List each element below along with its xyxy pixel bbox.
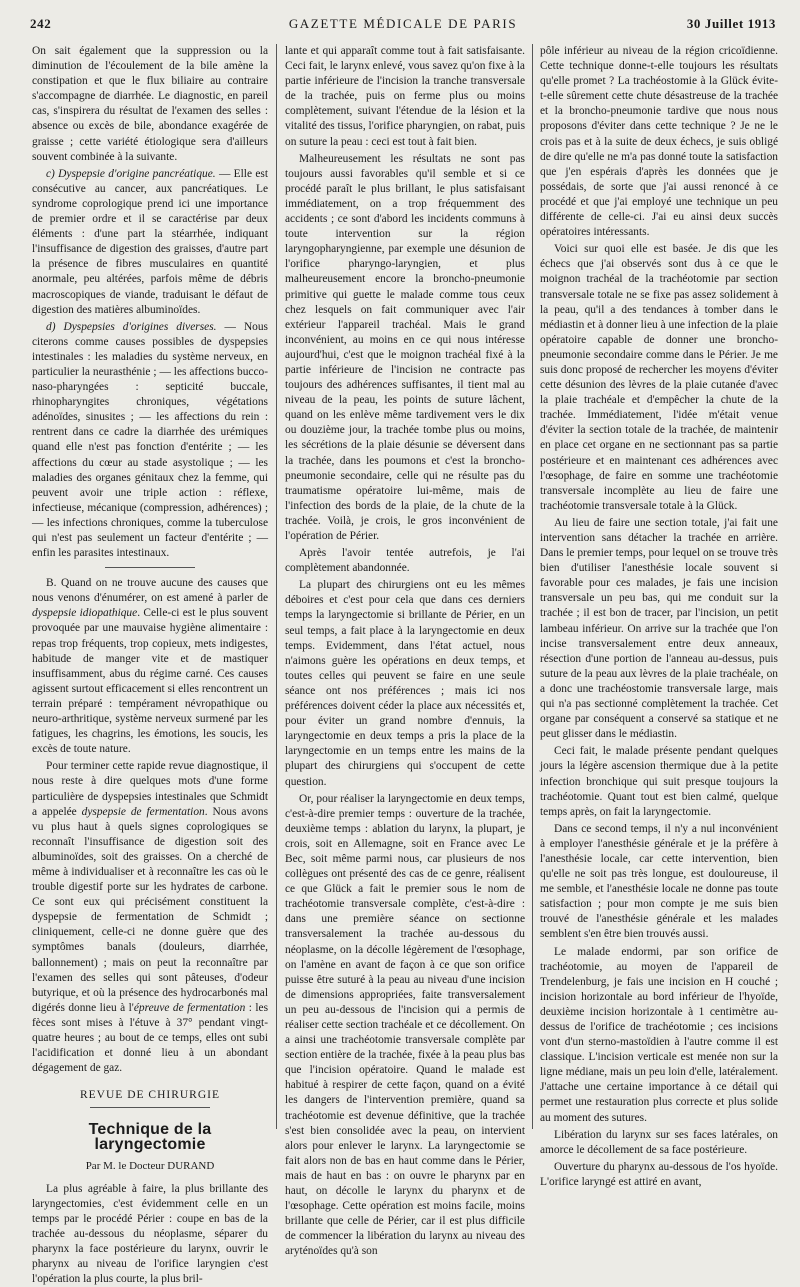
paragraph: Malheureusement les résultats ne sont pas toujours aussi favorables qu'il semble et si ce procédé paraît le plus brillant, le plus satisfaisant immédiatement, on a trop fréquemment des accidents ; ce sont d'abord les incidents communs à toute intervention sur la région laryngopharyngienne, par exemple une désunion de l'orifice pharyngo-laryngien, et plus malheureusement encore la broncho-pneumonie primitive qui guette le malade comme tous ceux chez lesquels on fait communiquer avec l'air extérieur l'appareil trachéal. Mais le grand inconvénient, au moins en ce qui nous intéresse aujourd'hui, c'est que le moignon trachéal fixé à la partie inférieure de l'incision ne contracte pas toujours des adhérences suffisantes, il tient mal au niveau de la peau, les points de suture lâchent, quand on les enlève même tardivement vers le dix ou douzième jour, la trachée tombe plus ou moins, les sécrétions de la plaie désunie se déversent dans la trachée, dans les poumons et c'est la broncho-pneumonie secondaire, celle qui ne résulte pas du traumatisme opératoire lui-même, mais de l'infection des bords de la plaie, de la chute de la trachée. Voilà, je crois, le gros inconvénient de l'opération de Périer. (285, 152, 525, 542)
paragraph (32, 320, 268, 562)
paragraph (32, 576, 268, 757)
paragraph: La plupart des chirurgiens ont eu les mêmes déboires et c'est pour cela que dans ces derniers temps la laryngectomie si brillante de Périer, en un seul temps, a fait place à la laryngectomie en deux temps. Evidemment, dans l'état actuel, nous n'aimons guère les opérations en deux temps, et toutes celles qui peuvent se faire en une seule séance ont nos préférences ; mais ici nos préférences doivent céder la place aux nécessités et, pour éviter un grand nombre d'ennuis, la laryngectomie en deux temps a pris la place de la laryngectomie en un temps entre les mains de la plupart des chirurgiens qui s'occupent de cette question. (285, 579, 525, 788)
emphasis: épreuve de fermentation (133, 1001, 246, 1014)
column-1 (32, 44, 269, 1286)
paragraph-text: Pour terminer cette rapide revue diagnostique, il nous reste à dire quelques mots d'une forme particulière de dyspepsies intestinales que Schmidt a appelée (32, 760, 268, 818)
paragraph: Libération du larynx sur ses faces latérales, on amorce le décollement de sa face postérieure. (540, 1128, 778, 1156)
paragraph: Après l'avoir tentée autrefois, je l'ai complètement abandonnée. (285, 547, 525, 575)
paragraph: Or, pour réaliser la laryngectomie en deux temps, c'est-à-dire premier temps : ouverture de la trachée, deuxième temps : ablation du larynx, la plupart, je crois, soit en Allemagne, soit en France avec Le Bec, soit même parmi nous, car plusieurs de nos collègues ont présenté des cas de ce genre, réalisent ce que Glück a fait le premier sous le nom de trachéotomie transversale complète, c'est-à-dire : dans une première séance on sectionne transversalement la trachée au-dessous du néoplasme, on la décolle légèrement de l'œsophage, on l'amène en avant de façon à ce que son orifice puisse être suturé à la peau au niveau d'une incision de dimensions appropriées, faite transversalement un peu au-dessous de l'incision qui a permis de réaliser cette section trachéale et ce décollement. On a ainsi une trachéotomie transversale complète par section entière de la trachée, fixée à la peau plus bas que l'incision opératoire. Quand le malade est habitué à respirer de cette façon, quand on a évité les dangers de l'intervention première, quand sa trachéotomie est devenue définitive, que la trachée s'est bien consolidée avec la peau, on intervient alors pour enlever le larynx. La laryngectomie se fait alors non de bas en haut comme dans le Périer, mais de haut en bas : on ouvre le pharynx par en haut, on décolle le larynx du pharynx et de l'œsophage. Cette opération est moins facile, moins brillante que celle de Périer, car il est plus difficile de commencer la libération du larynx au niveau des aryténoïdes qu'à son (285, 792, 525, 1258)
paragraph: lante et qui apparaît comme tout à fait satisfaisante. Ceci fait, le larynx enlevé, vous savez qu'on fixe à la partie inférieure de l'incision la tranche transversale de la trachée, puis on ferme plus ou moins complètement, suivant l'étendue de la lésion et la vitalité des tissus, l'orifice pharyngien, on rabat, puis on suture la peau : ceci est tout à fait bien. (285, 45, 525, 148)
paragraph: pôle inférieur au niveau de la région cricoïdienne. Cette technique donne-t-elle toujours les résultats qu'elle promet ? La trachéostomie à la Glück évite-t-elle sûrement cette chute désastreuse de la trachée et la broncho-pneumonie tardive que nous nous proposons d'éviter dans cette technique ? Je ne le crois pas et à la suite de deux échecs, je suis obligé de dire qu'elle ne m'a pas donné toute la satisfaction que j'en espérais d'après les données que je possédais, de sorte que j'ai aussi renoncé à ce procédé et que j'ai employé une technique un peu différente de celle-ci. J'ai eu ainsi deux succès opératoires intéressants. (540, 45, 778, 239)
paragraph: Le malade endormi, par son orifice de trachéotomie, au moyen de l'appareil de Trendelenburg, je fais une incision en H couché ; incision horizontale au bord inférieur de l'hyoïde, deuxième incision horizontale à 1 centimètre au-dessus de l'orifice de trachéotomie ; ces incisions vont d'un sterno-mastoïdien à l'autre comme il est classique. L'incision verticale est menée non sur la ligne médiane, mais un peu loin d'elle, latéralement. J'attache une certaine importance à ce détail qui permet une restauration plus correcte et plus solide au moment des sutures. (540, 945, 778, 1124)
paragraph: Ouverture du pharynx au-dessous de l'os hyoïde. L'orifice laryngé est attiré en avant, (540, 1160, 778, 1188)
column-divider (276, 44, 277, 1129)
paragraph-text: — Elle est consécutive au cancer, aux pancréatiques. Le syndrome coprologique prend ici une importance de premier ordre et il se caractérise par deux éléments : d'une part la stéarrhée, indiquant l'insuffisance de digestion des graisses, d'autre part la présence de fibres musculaires en quantité anormale, peu altérées, parfois même de débris macroscopiques de viande, traduisant le défaut de digestion des matières albuminoïdes. (32, 167, 268, 316)
separator (105, 567, 195, 568)
paragraph-text: : les fèces sont mises à l'étuve à 37° pendant vingt-quatre heures ; au bout de ce temps, elles ont subi l'acidification et donné lieu à un abondant dégagement de gaz. (32, 1001, 269, 1075)
paragraph-text: — Nous citerons comme causes possibles de dyspepsies intestinales : les maladies du système nerveux, en particulier la neurasthénie ; — les affections bucco-naso-pharyngées : septicité buccale, rhinopharyngites chroniques, végétations adénoïdes, sinusites ; — les affections du rein : rentrent dans ce cadre la diarrhée des urémiques quand elle n'est pas fonction d'entérite ; — les affections du cœur au stade asystolique ; — les maladies des organes génitaux chez la femme, qui peuvent avoir une triple action : réflexe, infectieuse, mécanique (compression, adhérences) ; — les infections chroniques, comme la tuberculose qui n'est pas seulement un facteur d'entérite ; — enfin les parasites intestinaux. (32, 320, 268, 560)
paragraph (32, 167, 268, 318)
subheading: c) Dyspepsie d'origine pancréatique. (46, 167, 216, 180)
paragraph: La plus agréable à faire, la plus brillante des laryngectomies, c'est évidemment celle en un temps par le procédé Périer : coupe en bas de la trachée au-dessous du néoplasme, séparer du pharynx la face postérieure du larynx, ouvrir le pharynx au niveau de l'orifice laryngien c'est l'opération la plus courte, la plus bril- (32, 1182, 268, 1286)
page-number: 242 (30, 16, 52, 31)
column-2 (285, 44, 525, 1258)
emphasis: dyspepsie de fermentation (81, 805, 205, 818)
paragraph: Au lieu de faire une section totale, j'ai fait une intervention sans détacher la trachée en arrière. Dans le premier temps, pour lequel on se trouve très bien d'utiliser l'anesthésie locale souvent si favorable pour ces malades, je fais une incision transversale un peu bas, qui me conduit sur la trachée ; il est bon de tracer, par l'incision, un petit lambeau inférieur. On arrive sur la trachée que l'on incise transversalement entre deux anneaux, résection d'une portion de l'anneau au-dessus, puis suture de la peau aux lèvres de la plaie trachéale, on a donc une trachéostomie transversale large, mais qui n'a pas sectionné complètement la trachée. Cet organe par conséquent a conservé sa statique et ne peut glisser dans le médiastin. (540, 516, 778, 741)
article-title: Technique de la laryngectomie (88, 1121, 212, 1154)
emphasis: dyspepsie idiopathique (32, 607, 138, 620)
paragraph (32, 759, 268, 1076)
paragraph: Voici sur quoi elle est basée. Je dis que les échecs que j'ai observés sont dus à ce que le moignon trachéal de la trachéotomie par section transversale totale ne se fixe pas assez solidement à la peau, qu'il a des tendances à tomber dans le médiastin et à donner lieu à une infection de la plaie opératoire capable de donner une broncho-pneumonie secondaire comme dans le Périer. Je me suis donc proposé de rechercher les moyens d'éviter cette désunion des lèvres de la plaie cutanée d'avec la plaie trachéale et d'empêcher la chute de la trachée. Immédiatement, l'idée m'était venue d'éviter la section totale de la trachée, de maintenir en place cet organe en ne sectionnant pas sa partie postérieure et en maintenant ces adhérences avec l'œsophage, de faire en somme une trachéotomie transversale incomplète au lieu de faire une trachéotomie transversale totale à la Glück. (540, 243, 778, 512)
issue-date: 30 Juillet 1913 (686, 16, 776, 31)
paragraph-text: B. Quand on ne trouve aucune des causes que nous venons d'énumérer, on est amené à parler de (32, 577, 268, 605)
paragraph-text: . Celle-ci est le plus souvent provoquée par une mauvaise hygiène alimentaire : repas trop fréquents, trop copieux, mets indigestes, habitude de manger vite et de mastiquer insuffisamment, abus du régime carné. Ces causes agissent surtout efficacement si elles rencontrent un terrain préparé : tempérament névropathique ou neuro-arthritique, système nerveux surmené par les fatigues, les chagrins, les émotions, les soucis, les excès de toute nature. (32, 607, 268, 756)
column-3 (540, 44, 778, 1188)
paragraph-text: . Nous avons vu plus haut à quels signes coprologiques se reconnaît l'insuffisance de digestion soit des albuminoïdes, soit des graisses. On a cherché de même à individualiser et à reconnaître les cas où le trouble digestif porte sur les hydrates de carbone. Ce sont eux qui précisément constituent la dyspepsie de fermentation de Schmidt ; cliniquement, celle-ci ne donne guère que des symptômes banals (douleurs, diarrhée, ballonnement) ; mais on peut la reconnaître par l'examen des selles qui sont pâteuses, d'odeur butyrique, et où la présence des hydrocarbonés mal digérés donne lieu à l' (32, 805, 269, 1014)
journal-title: GAZETTE MÉDICALE DE PARIS (288, 16, 518, 31)
article-byline: Par M. le Docteur DURAND (85, 1159, 215, 1172)
section-rule (90, 1107, 210, 1108)
paragraph: Ceci fait, le malade présente pendant quelques jours la légère ascension thermique due à la petite infection bronchique qui suit presque toujours la trachéotomie. Quant tout est bien calmé, quelque temps après, on fait la laryngectomie. (540, 745, 778, 818)
running-header (30, 16, 776, 38)
section-heading: REVUE DE CHIRURGIE (79, 1089, 221, 1102)
paragraph: On sait également que la suppression ou la diminution de l'écoulement de la bile amène la constipation et que le flux biliaire au contraire s'accompagne de diarrhée. Le diagnostic, en pareil cas, s'inspirera du résultat de l'examen des selles : absence ou excès de bile, abondance exagérée de graisse ; cette variété étiologique sera d'ailleurs souvent combinée à la suivante. (32, 45, 268, 163)
column-divider (532, 44, 533, 1129)
subheading: d) Dyspepsies d'origines diverses. (46, 320, 217, 333)
paragraph: Dans ce second temps, il n'y a nul inconvénient à employer l'anesthésie générale et je la préfère à l'anesthésie locale, car cette intervention, bien qu'elle ne soit pas très longue, est douloureuse, il me semble, et l'anesthésie locale ne donne pas toute satisfaction ; pour mon compte je me suis bien trouvé de l'anesthésie générale et les malades semblent s'en être bien trouvés aussi. (540, 822, 778, 941)
